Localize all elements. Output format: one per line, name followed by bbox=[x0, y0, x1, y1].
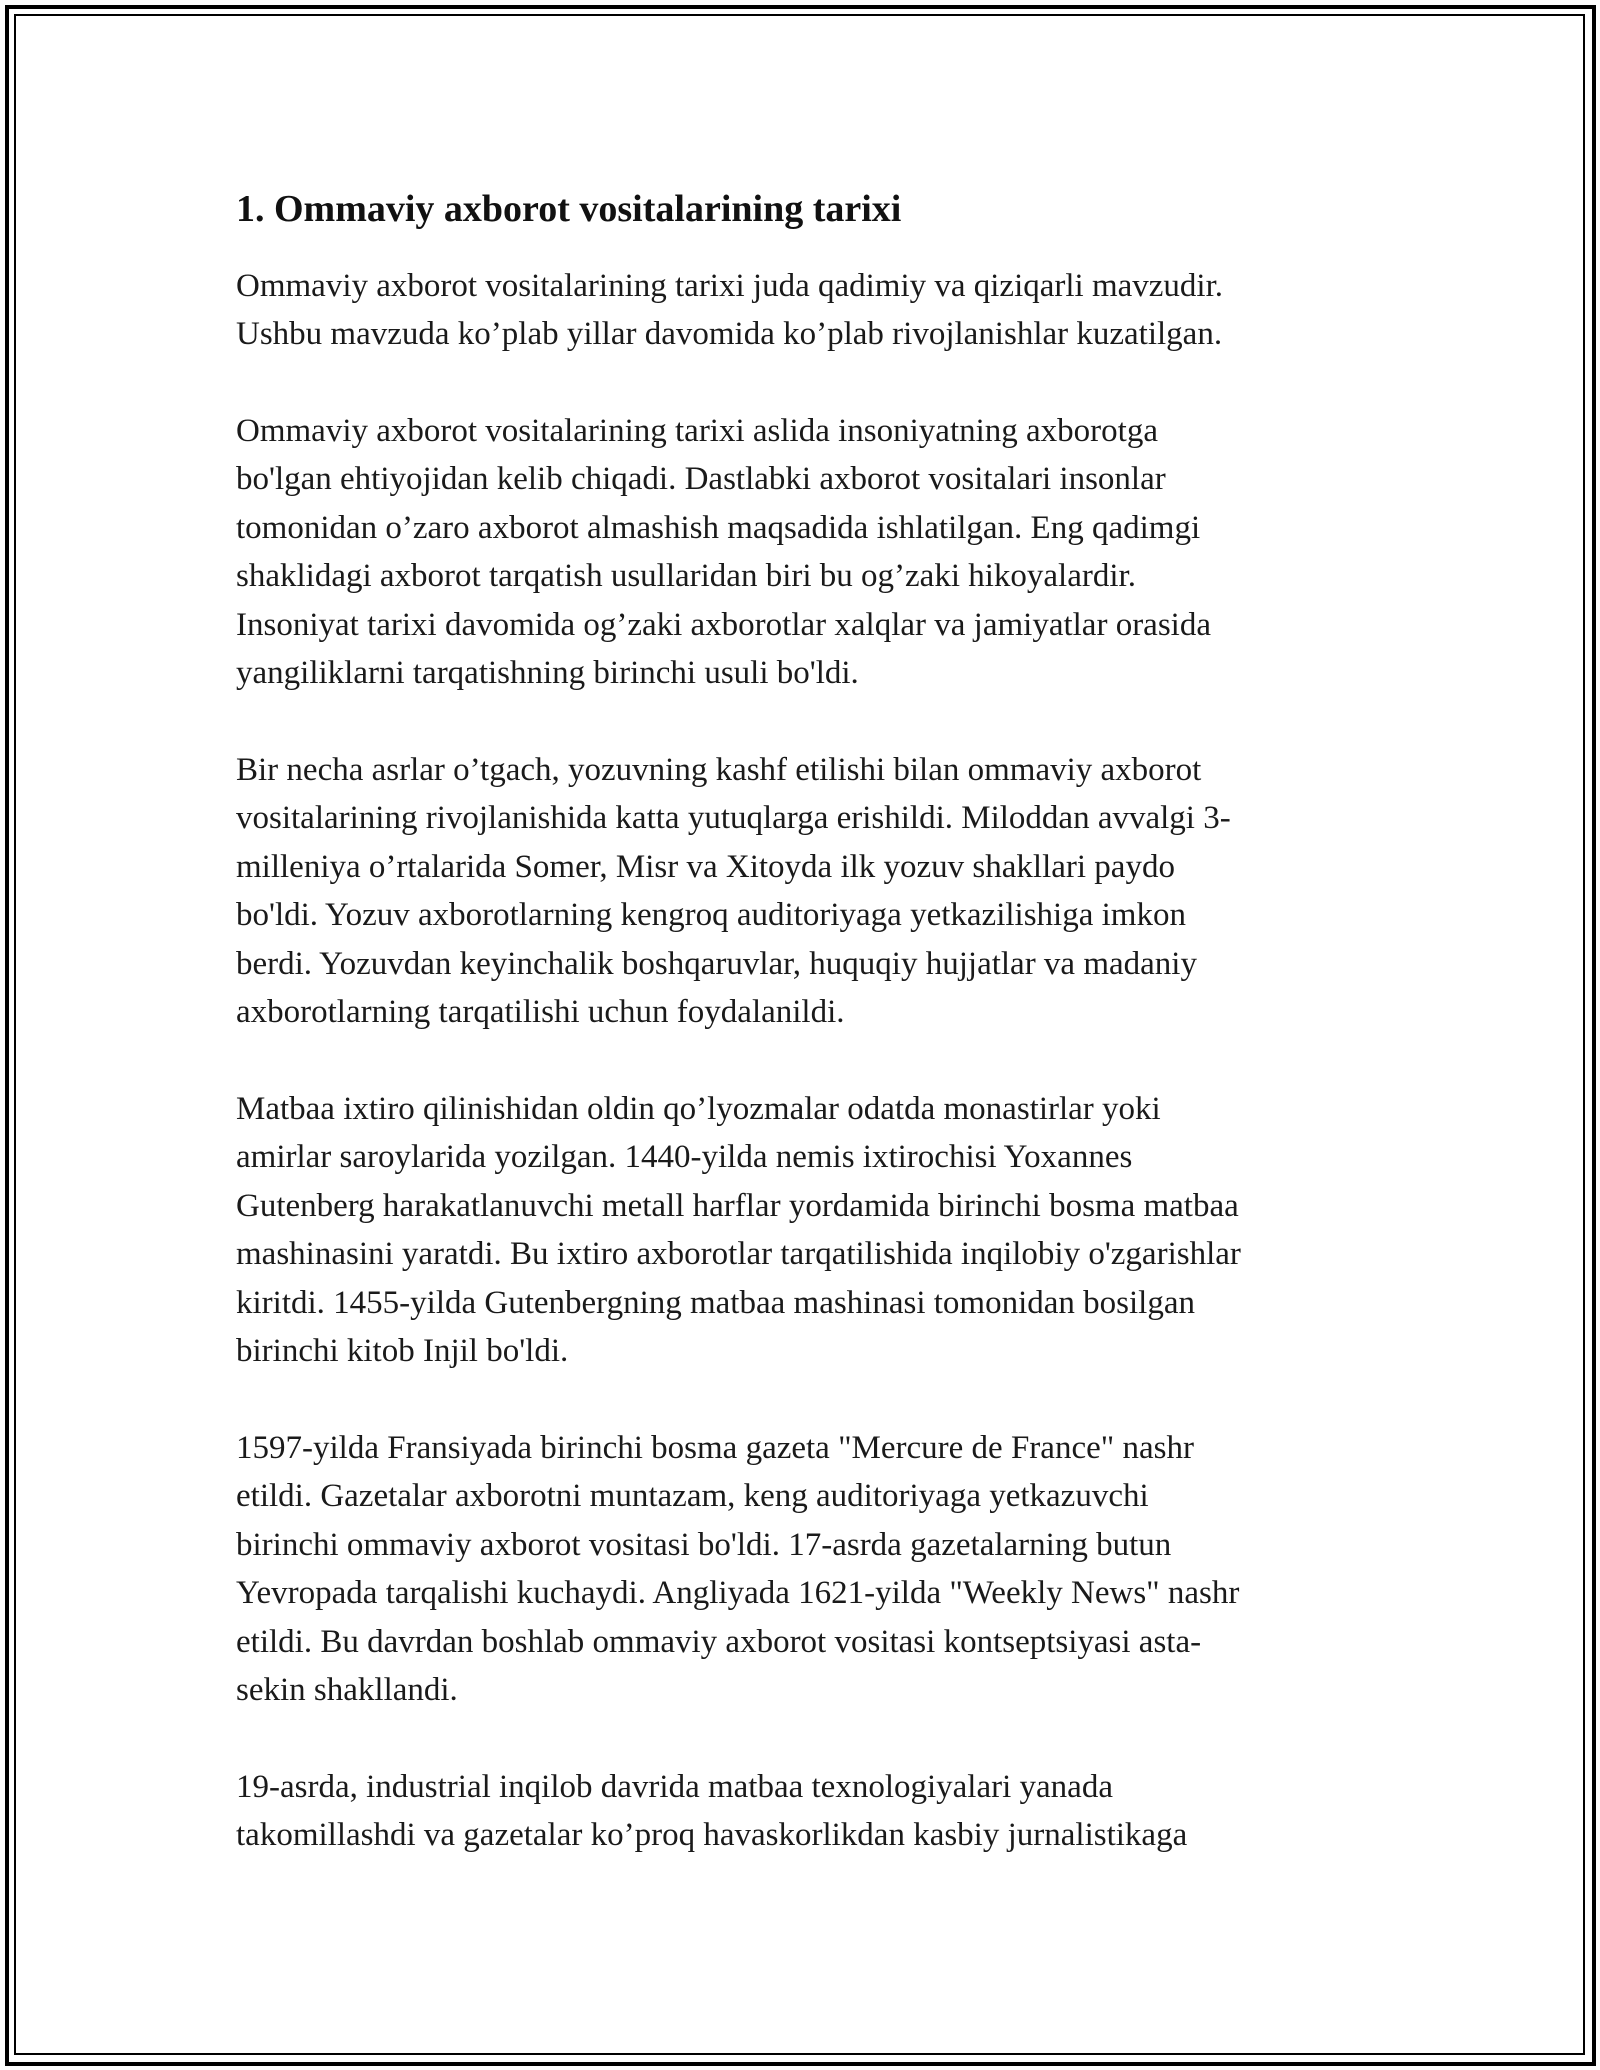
paragraph-line: sekin shakllandi. bbox=[236, 1672, 458, 1708]
paragraph-printing bbox=[236, 1085, 1366, 1376]
paragraph-line: Matbaa ixtiro qilinishidan oldin qo’lyozmalar odatda monastirlar yoki bbox=[236, 1090, 1161, 1127]
paragraph-writing bbox=[236, 746, 1366, 1037]
paragraph-line: milleniya o’rtalarida Somer, Misr va Xitoyda ilk yozuv shakllari paydo bbox=[236, 848, 1175, 885]
paragraph-line: takomillashdi va gazetalar ko’proq havaskorlikdan kasbiy jurnalistikaga bbox=[236, 1817, 1188, 1853]
paragraph-line: etildi. Bu davrdan boshlab ommaviy axborot vositasi kontseptsiyasi asta- bbox=[236, 1623, 1202, 1660]
paragraph-line: vositalarining rivojlanishida katta yutuqlarga erishildi. Miloddan avvalgi 3- bbox=[236, 800, 1231, 836]
paragraph-line: axborotlarning tarqatilishi uchun foydalanildi. bbox=[236, 994, 845, 1030]
paragraph-line: shaklidagi axborot tarqatish usullaridan biri bu og’zaki hikoyalardir. bbox=[236, 558, 1136, 594]
paragraph-line: yangiliklarni tarqatishning birinchi usuli bo'ldi. bbox=[236, 655, 859, 691]
paragraph-line: Gutenberg harakatlanuvchi metall harflar yordamida birinchi bosma matbaa bbox=[236, 1187, 1239, 1224]
paragraph-line: 19-asrda, industrial inqilob davrida matbaa texnologiyalari yanada bbox=[236, 1768, 1113, 1805]
document-body bbox=[236, 186, 1366, 1908]
paragraph-line: birinchi kitob Injil bo'ldi. bbox=[236, 1333, 569, 1369]
paragraph-line: bo'lgan ehtiyojidan kelib chiqadi. Dastlabki axborot vositalari insonlar bbox=[236, 461, 1166, 497]
paragraph-newspapers bbox=[236, 1424, 1366, 1715]
paragraph-line: Yevropada tarqalishi kuchaydi. Angliyada 1621-yilda "Weekly News" nashr bbox=[236, 1575, 1240, 1611]
paragraph-origins bbox=[236, 407, 1366, 698]
paragraph-line: birinchi ommaviy axborot vositasi bo'ldi. 17-asrda gazetalarning butun bbox=[236, 1526, 1172, 1563]
paragraph-industrial bbox=[236, 1763, 1366, 1860]
paragraph-line: Bir necha asrlar o’tgach, yozuvning kashf etilishi bilan ommaviy axborot bbox=[236, 751, 1202, 788]
paragraph-line: 1597-yilda Fransiyada birinchi bosma gazeta "Mercure de France" nashr bbox=[236, 1429, 1194, 1466]
paragraph-line: amirlar saroylarida yozilgan. 1440-yilda nemis ixtirochisi Yoxannes bbox=[236, 1139, 1133, 1175]
paragraph-line: Insoniyat tarixi davomida og’zaki axborotlar xalqlar va jamiyatlar orasida bbox=[236, 606, 1211, 643]
paragraph-line: Ommaviy axborot vositalarining tarixi juda qadimiy va qiziqarli mavzudir. bbox=[236, 267, 1224, 304]
paragraph-line: etildi. Gazetalar axborotni muntazam, keng auditoriyaga yetkazuvchi bbox=[236, 1478, 1149, 1514]
paragraph-line: tomonidan o’zaro axborot almashish maqsadida ishlatilgan. Eng qadimgi bbox=[236, 509, 1201, 546]
section-heading: 1. Ommaviy axborot vositalarining tarixi bbox=[236, 188, 902, 230]
paragraph-line: berdi. Yozuvdan keyinchalik boshqaruvlar, huquqiy hujjatlar va madaniy bbox=[236, 945, 1197, 982]
paragraph-intro bbox=[236, 262, 1366, 359]
paragraph-line: Ushbu mavzuda ko’plab yillar davomida ko’plab rivojlanishlar kuzatilgan. bbox=[236, 316, 1223, 352]
paragraph-line: kiritdi. 1455-yilda Gutenbergning matbaa mashinasi tomonidan bosilgan bbox=[236, 1284, 1195, 1321]
paragraph-line: bo'ldi. Yozuv axborotlarning kengroq auditoriyaga yetkazilishiga imkon bbox=[236, 897, 1186, 933]
paragraph-line: Ommaviy axborot vositalarining tarixi aslida insoniyatning axborotga bbox=[236, 412, 1158, 449]
paragraph-line: mashinasini yaratdi. Bu ixtiro axborotlar tarqatilishida inqilobiy o'zgarishlar bbox=[236, 1236, 1241, 1272]
